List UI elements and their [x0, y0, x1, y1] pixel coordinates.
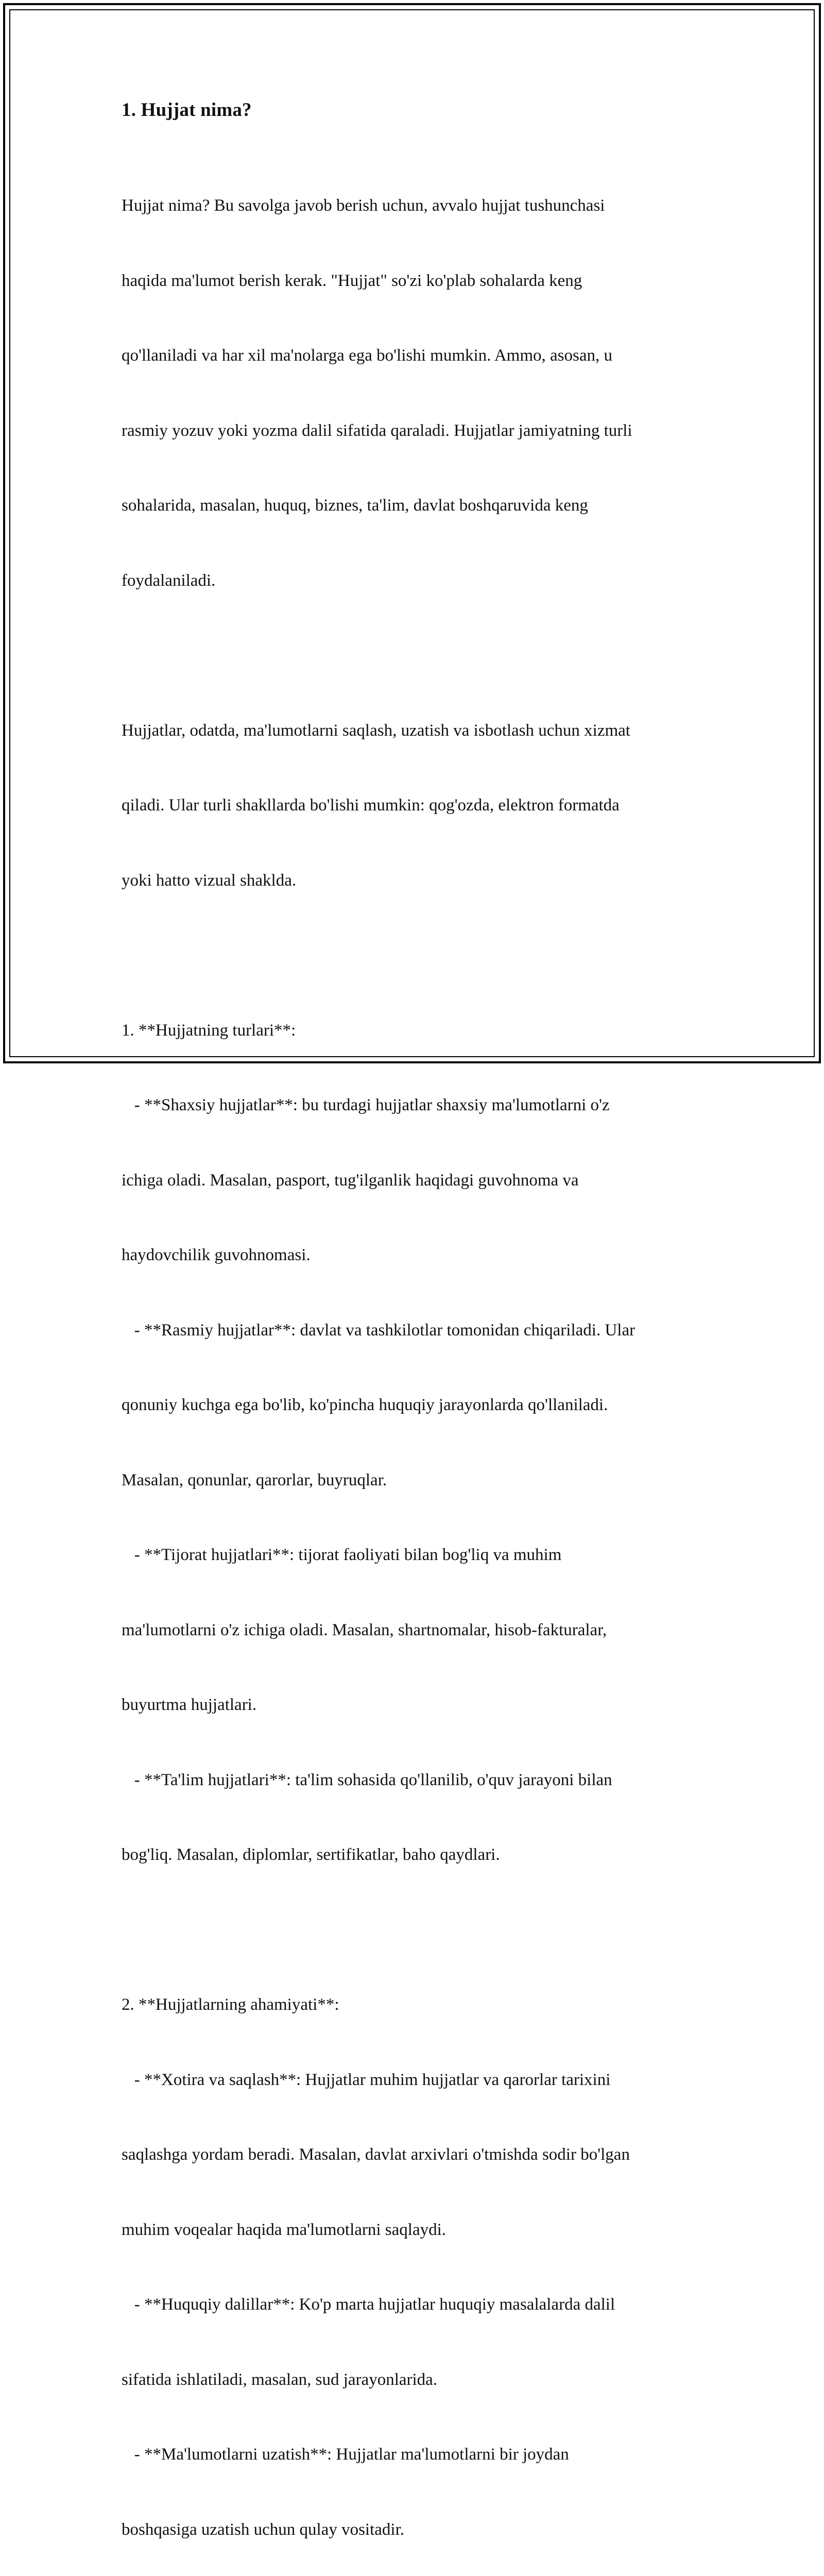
list-item-line: buyurtma hujjatlari. [122, 1696, 257, 1714]
list-item-line: muhim voqealar haqida ma'lumotlarni saqlaydi. [122, 2220, 447, 2239]
list-item-line: haydovchilik guvohnomasi. [122, 1246, 311, 1264]
list-item-line: ichiga oladi. Masalan, pasport, tug'ilganlik haqidagi guvohnoma va [122, 1171, 579, 1190]
list-item-line: - **Shaxsiy hujjatlar**: bu turdagi hujjatlar shaxsiy ma'lumotlarni o'z [122, 1096, 610, 1114]
text-line: yoki hatto vizual shaklda. [122, 871, 297, 890]
list-item-line: saqlashga yordam beradi. Masalan, davlat arxivlari o'tmishda sodir bo'lgan [122, 2145, 630, 2164]
paragraph-purpose [122, 668, 714, 943]
text-line: foydalaniladi. [122, 571, 216, 590]
list-item-line: Masalan, qonunlar, qarorlar, buyruqlar. [122, 1470, 387, 1489]
list-item-line: - **Tijorat hujjatlari**: tijorat faoliyati bilan bog'liq va muhim [122, 1546, 562, 1564]
list-item-line: boshqasiga uzatish uchun qulay vositadir. [122, 2520, 404, 2539]
text-line: qo'llaniladi va har xil ma'nolarga ega bo'lishi mumkin. Ammo, asosan, u [122, 346, 612, 365]
list-item-line: bog'liq. Masalan, diplomlar, sertifikatlar, baho qaydlari. [122, 1845, 500, 1864]
text-line: haqida ma'lumot berish kerak. "Hujjat" so'zi ko'plab sohalarda keng [122, 271, 582, 290]
list-heading: 1. **Hujjatning turlari**: [122, 1021, 296, 1040]
list-item-line: - **Ma'lumotlarni uzatish**: Hujjatlar ma'lumotlarni bir joydan [122, 2445, 569, 2464]
list-item-line: ma'lumotlarni o'z ichiga oladi. Masalan, shartnomalar, hisob-fakturalar, [122, 1620, 607, 1639]
list-document-importance [122, 1942, 714, 2576]
list-item-line: - **Xotira va saqlash**: Hujjatlar muhim hujjatlar va qarorlar tarixini [122, 2070, 611, 2089]
text-line: qiladi. Ular turli shakllarda bo'lishi mumkin: qog'ozda, elektron formatda [122, 796, 620, 815]
paragraph-intro [122, 143, 714, 643]
text-line: sohalarida, masalan, huquq, biznes, ta'lim, davlat boshqaruvida keng [122, 496, 588, 515]
text-line: Hujjat nima? Bu savolga javob berish uchun, avvalo hujjat tushunchasi [122, 196, 605, 215]
list-item-line: sifatida ishlatiladi, masalan, sud jarayonlarida. [122, 2370, 438, 2389]
text-line: Hujjatlar, odatda, ma'lumotlarni saqlash, uzatish va isbotlash uchun xizmat [122, 721, 630, 740]
list-item-line: qonuniy kuchga ega bo'lib, ko'pincha huquqiy jarayonlarda qo'llaniladi. [122, 1396, 608, 1414]
list-item-line: - **Ta'lim hujjatlari**: ta'lim sohasida qo'llanilib, o'quv jarayoni bilan [122, 1770, 612, 1789]
list-document-types [122, 968, 714, 1918]
text-line: rasmiy yozuv yoki yozma dalil sifatida qaraladi. Hujjatlar jamiyatning turli [122, 421, 632, 440]
document-body [122, 95, 714, 2576]
document-title: 1. Hujjat nima? [122, 99, 252, 121]
list-heading: 2. **Hujjatlarning ahamiyati**: [122, 1995, 339, 2014]
list-item-line: - **Rasmiy hujjatlar**: davlat va tashkilotlar tomonidan chiqariladi. Ular [122, 1320, 636, 1340]
list-item-line: - **Huquqiy dalillar**: Ko'p marta hujjatlar huquqiy masalalarda dalil [122, 2295, 615, 2314]
